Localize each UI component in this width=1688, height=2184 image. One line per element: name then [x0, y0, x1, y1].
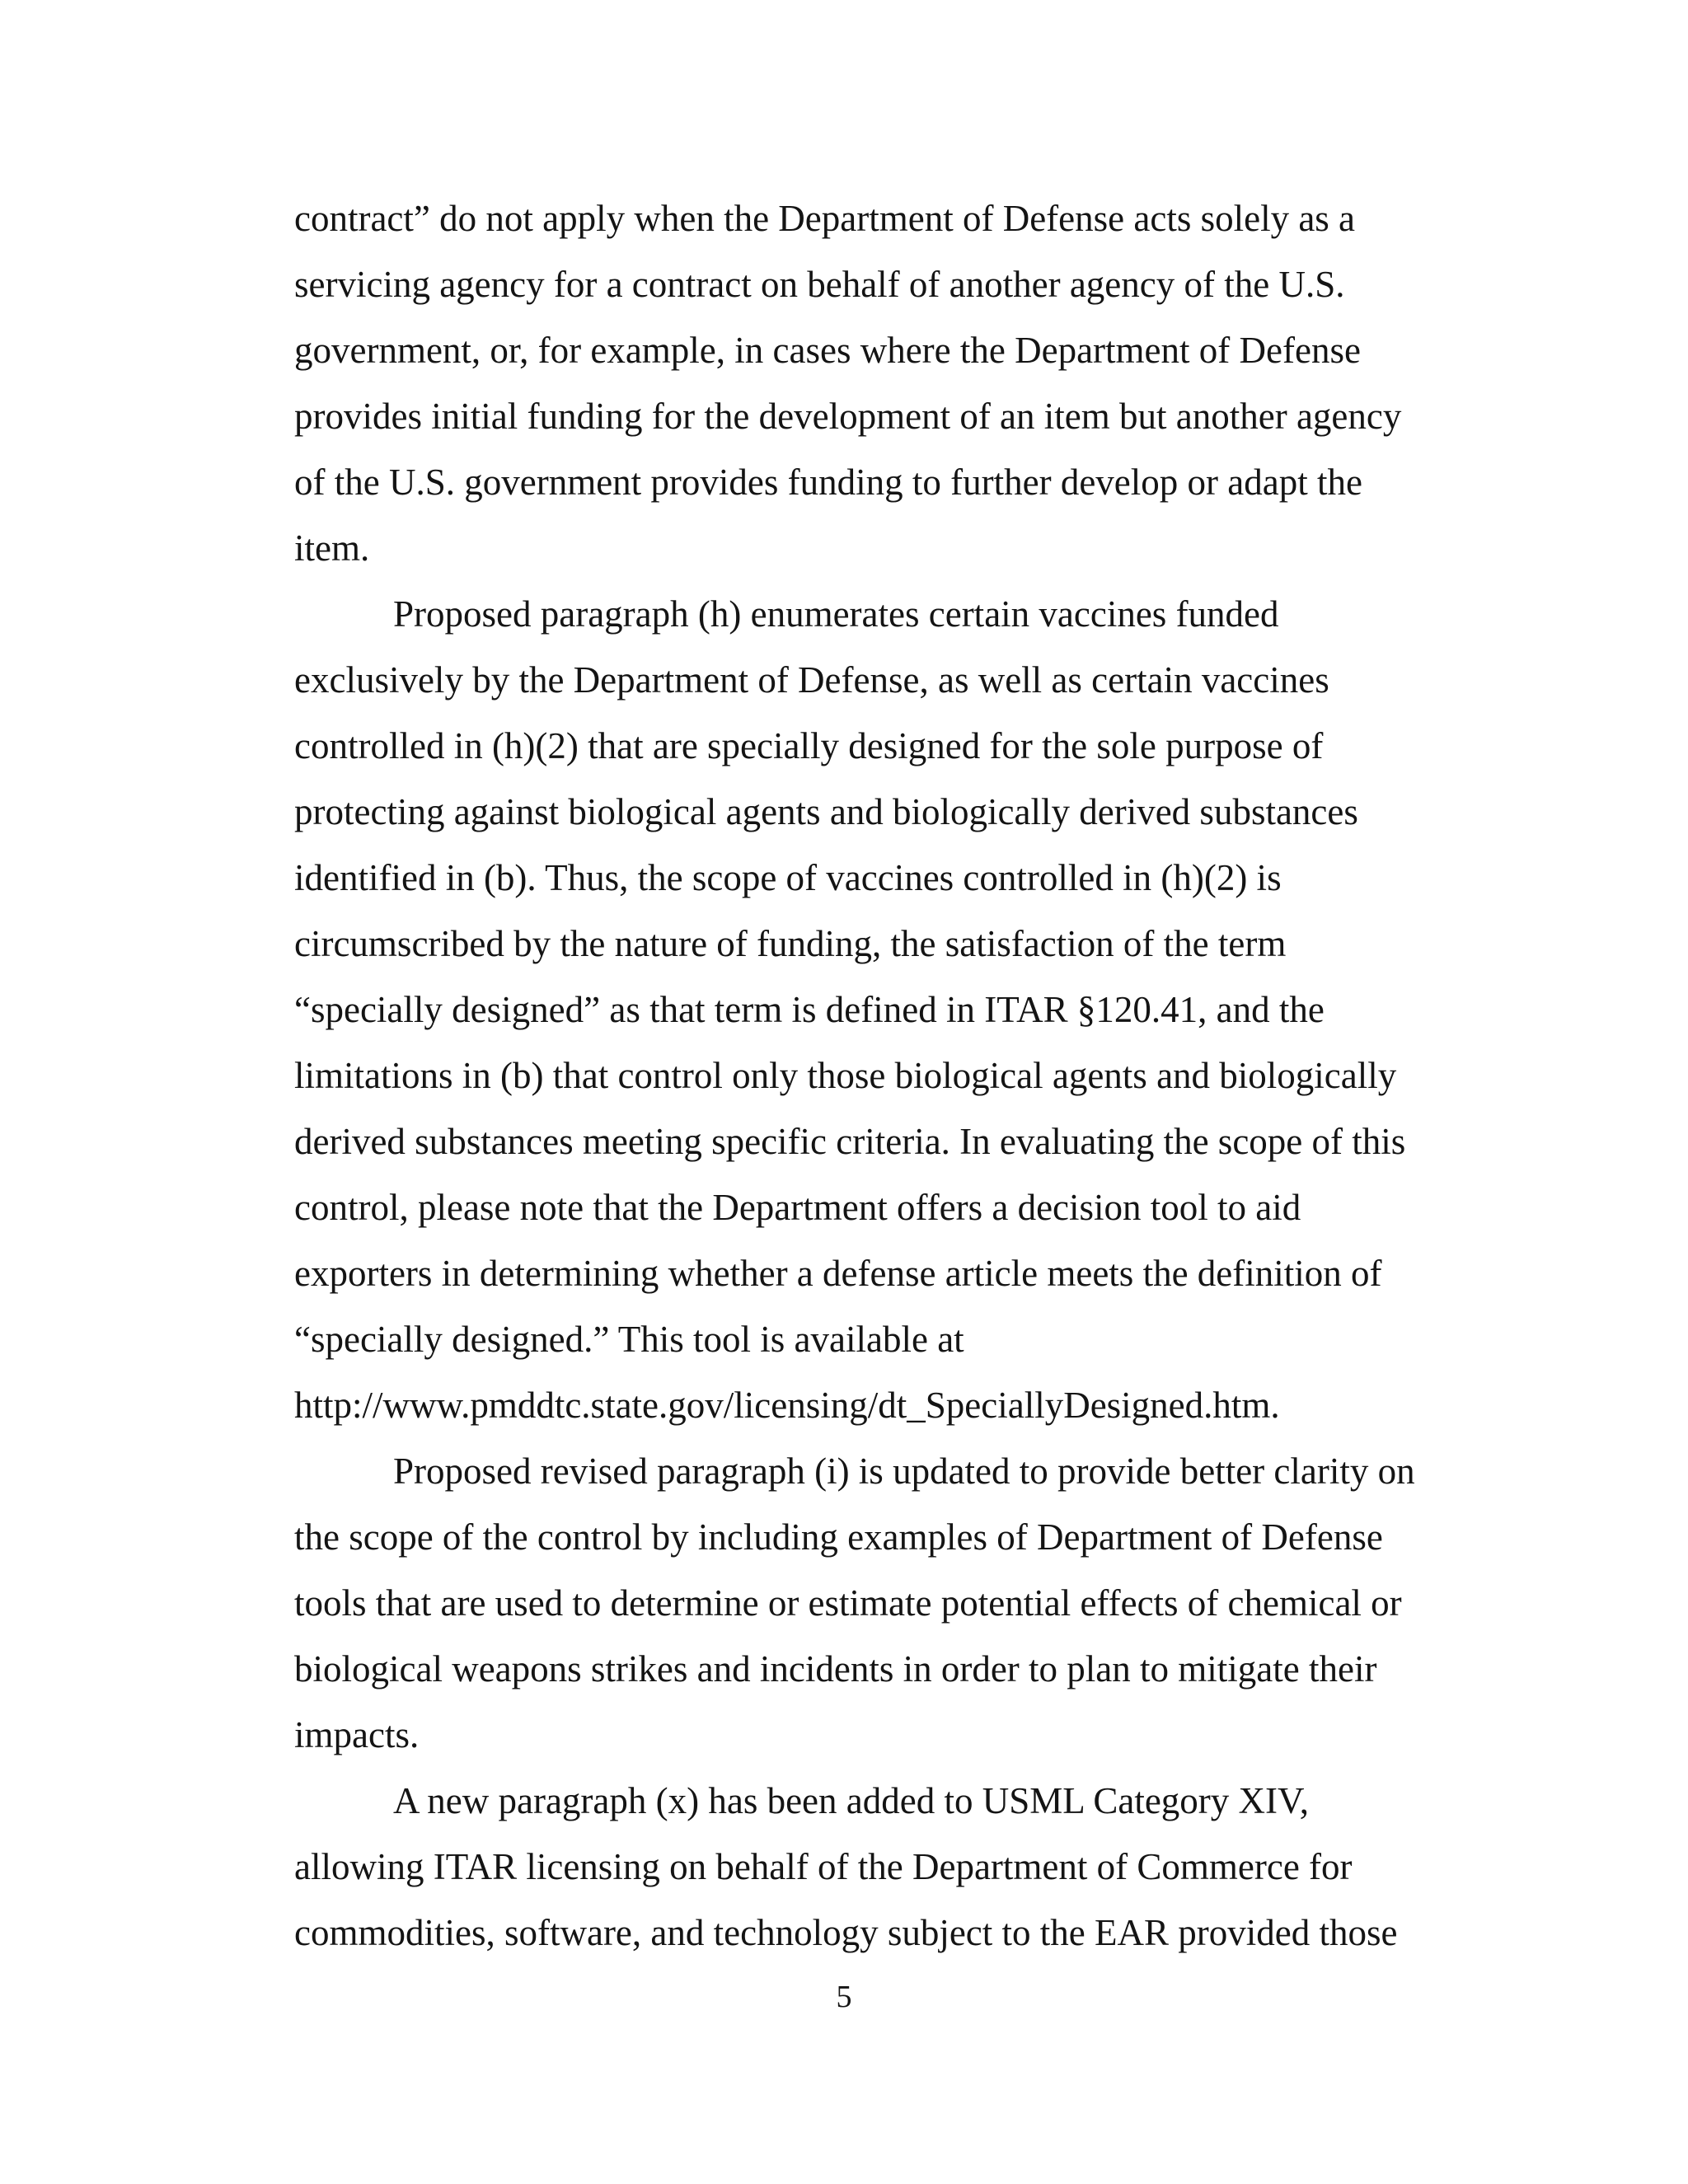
- paragraph-first-line: Proposed paragraph (h) enumerates certain vaccines funded: [393, 593, 1279, 635]
- text-line: exporters in determining whether a defense article meets the definition of: [294, 1253, 1382, 1294]
- text-line: servicing agency for a contract on behalf of another agency of the U.S.: [294, 264, 1345, 305]
- text-line: derived substances meeting specific criteria. In evaluating the scope of this: [294, 1121, 1406, 1162]
- text-line: “specially designed.” This tool is available at: [294, 1319, 964, 1360]
- url-line: http://www.pmddtc.state.gov/licensing/dt_SpeciallyDesigned.htm.: [294, 1385, 1280, 1426]
- text-line: item.: [294, 527, 370, 569]
- text-line: impacts.: [294, 1714, 420, 1755]
- page-number: 5: [836, 1980, 852, 2014]
- text-line: contract” do not apply when the Department of Defense acts solely as a: [294, 198, 1356, 239]
- text-line: government, or, for example, in cases where the Department of Defense: [294, 330, 1361, 371]
- text-line: control, please note that the Department offers a decision tool to aid: [294, 1187, 1301, 1228]
- text-line: circumscribed by the nature of funding, the satisfaction of the term: [294, 923, 1287, 964]
- text-line: of the U.S. government provides funding to further develop or adapt the: [294, 462, 1362, 503]
- text-line: allowing ITAR licensing on behalf of the Department of Commerce for: [294, 1846, 1353, 1887]
- text-line: biological weapons strikes and incidents in order to plan to mitigate their: [294, 1648, 1377, 1690]
- text-line: identified in (b). Thus, the scope of vaccines controlled in (h)(2) is: [294, 857, 1282, 898]
- text-line: provides initial funding for the development of an item but another agency: [294, 396, 1402, 437]
- paragraph-first-line: A new paragraph (x) has been added to USML Category XIV,: [393, 1780, 1309, 1821]
- text-line: the scope of the control by including examples of Department of Defense: [294, 1516, 1383, 1558]
- text-line: protecting against biological agents and biologically derived substances: [294, 791, 1358, 832]
- text-line: limitations in (b) that control only those biological agents and biologically: [294, 1055, 1397, 1096]
- body-text: [294, 185, 1448, 1966]
- text-line: tools that are used to determine or estimate potential effects of chemical or: [294, 1582, 1402, 1624]
- text-line: exclusively by the Department of Defense, as well as certain vaccines: [294, 659, 1329, 701]
- paragraph-first-line: Proposed revised paragraph (i) is updated to provide better clarity on: [393, 1451, 1415, 1492]
- text-line: “specially designed” as that term is defined in ITAR §120.41, and the: [294, 989, 1325, 1030]
- text-line: controlled in (h)(2) that are specially designed for the sole purpose of: [294, 725, 1324, 766]
- text-line: commodities, software, and technology subject to the EAR provided those: [294, 1912, 1398, 1953]
